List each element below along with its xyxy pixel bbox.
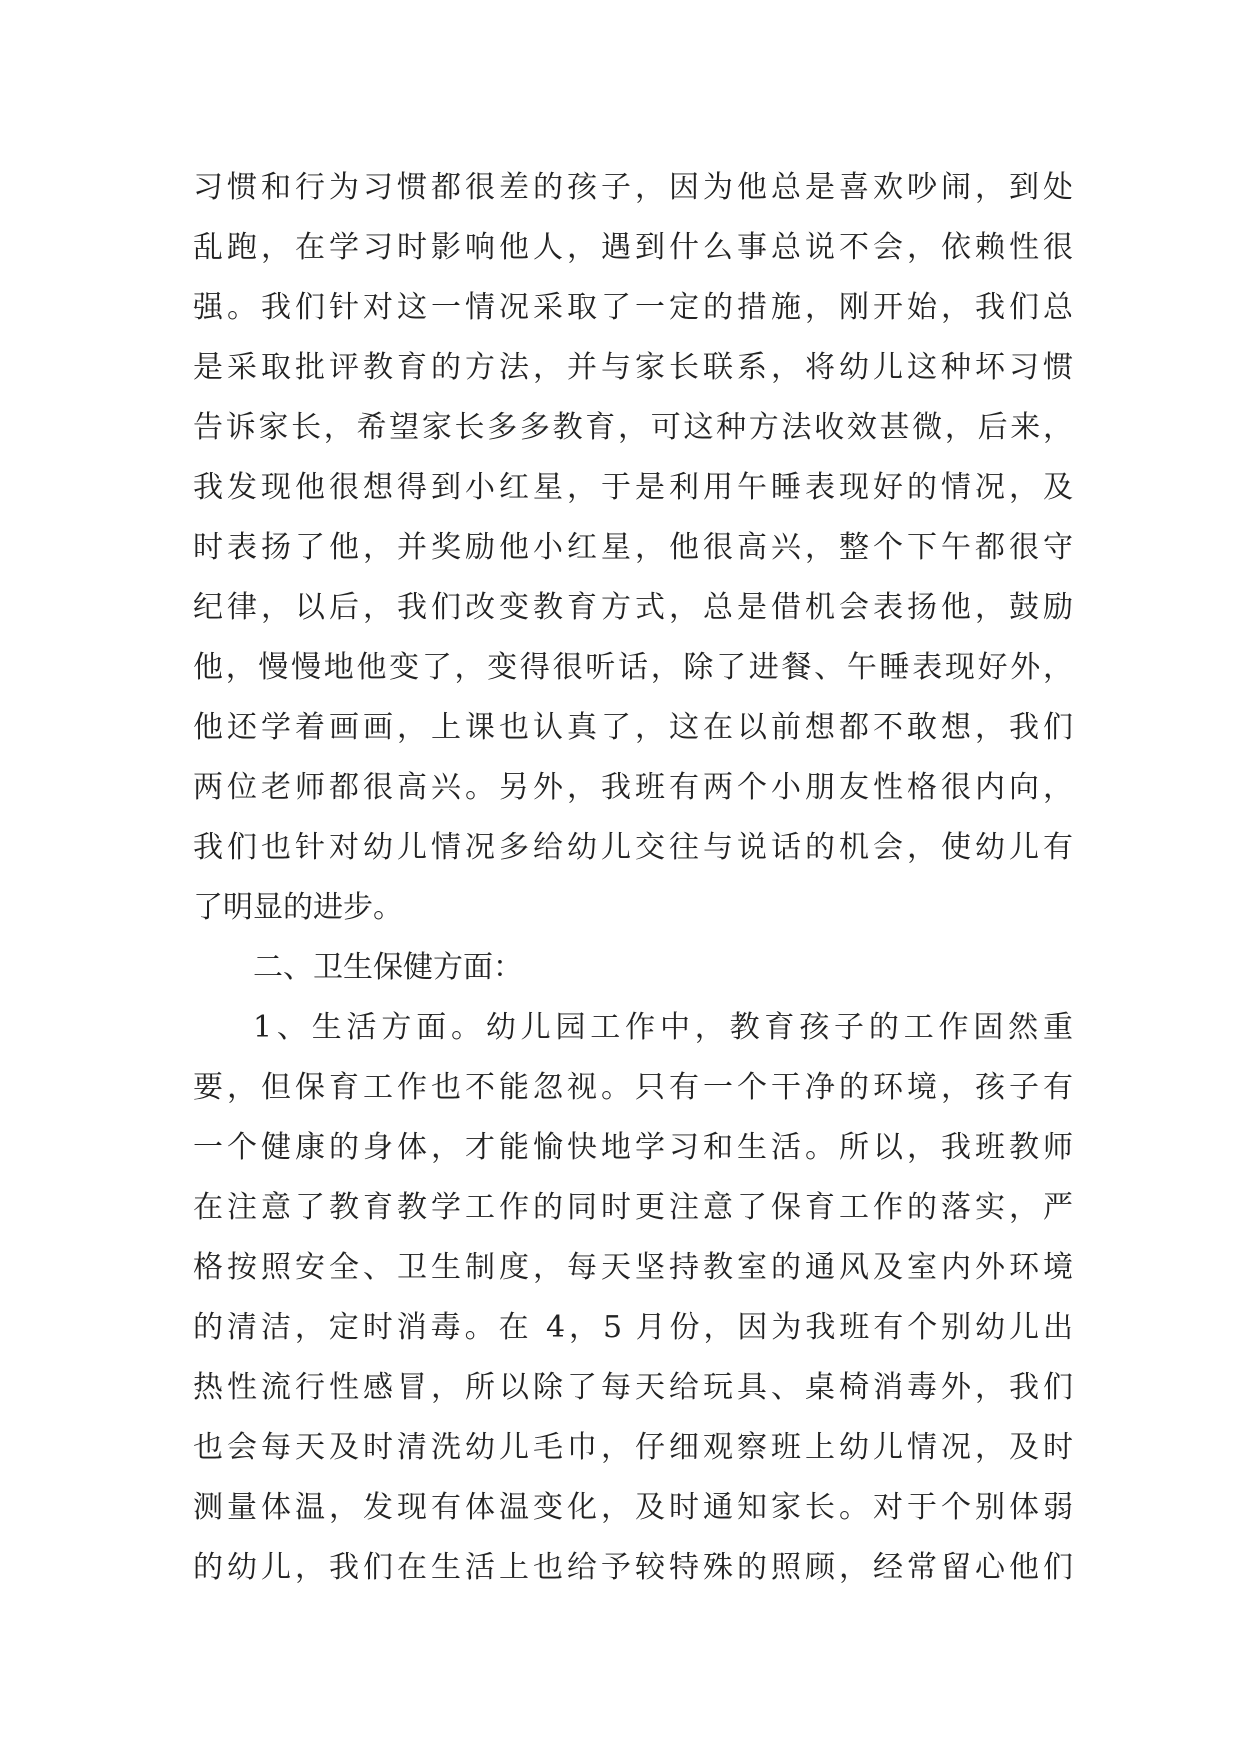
text-line: 时表扬了他，并奖励他小红星，他很高兴，整个下午都很守	[193, 530, 1073, 565]
text-line: 他还学着画画，上课也认真了，这在以前想都不敢想，我们	[193, 710, 1073, 745]
text-line: 的幼儿，我们在生活上也给予较特殊的照顾，经常留心他们	[193, 1550, 1073, 1585]
text-line: 纪律，以后，我们改变教育方式，总是借机会表扬他，鼓励	[193, 590, 1073, 625]
paragraph-end-line: 了明显的进步。	[193, 890, 403, 925]
text-line: 一个健康的身体，才能愉快地学习和生活。所以，我班教师	[193, 1130, 1073, 1165]
text-line: 要，但保育工作也不能忽视。只有一个干净的环境，孩子有	[193, 1070, 1073, 1105]
text-line: 两位老师都很高兴。另外，我班有两个小朋友性格很内向，	[193, 770, 1073, 805]
body-text	[193, 158, 1073, 1598]
text-line: 乱跑，在学习时影响他人，遇到什么事总说不会，依赖性很	[193, 230, 1073, 265]
text-line: 我发现他很想得到小红星，于是利用午睡表现好的情况，及	[193, 470, 1073, 505]
text-line: 测量体温，发现有体温变化，及时通知家长。对于个别体弱	[193, 1490, 1073, 1525]
text-line: 的清洁，定时消毒。在 4，5 月份，因为我班有个别幼儿出	[193, 1310, 1073, 1345]
text-line: 我们也针对幼儿情况多给幼儿交往与说话的机会，使幼儿有	[193, 830, 1073, 865]
text-line: 强。我们针对这一情况采取了一定的措施，刚开始，我们总	[193, 290, 1073, 325]
text-line: 格按照安全、卫生制度，每天坚持教室的通风及室内外环境	[193, 1250, 1073, 1285]
text-line: 习惯和行为习惯都很差的孩子，因为他总是喜欢吵闹，到处	[193, 170, 1073, 205]
text-line: 告诉家长，希望家长多多教育，可这种方法收效甚微，后来，	[193, 410, 1073, 445]
text-line: 也会每天及时清洗幼儿毛巾，仔细观察班上幼儿情况，及时	[193, 1430, 1073, 1465]
section-heading: 二、卫生保健方面：	[253, 950, 523, 985]
text-line: 他，慢慢地他变了，变得很听话，除了进餐、午睡表现好外，	[193, 650, 1073, 685]
paragraph-first-line: 1、生活方面。幼儿园工作中，教育孩子的工作固然重	[253, 1010, 1073, 1045]
text-line: 在注意了教育教学工作的同时更注意了保育工作的落实，严	[193, 1190, 1073, 1225]
text-line: 是采取批评教育的方法，并与家长联系，将幼儿这种坏习惯	[193, 350, 1073, 385]
text-line: 热性流行性感冒，所以除了每天给玩具、桌椅消毒外，我们	[193, 1370, 1073, 1405]
